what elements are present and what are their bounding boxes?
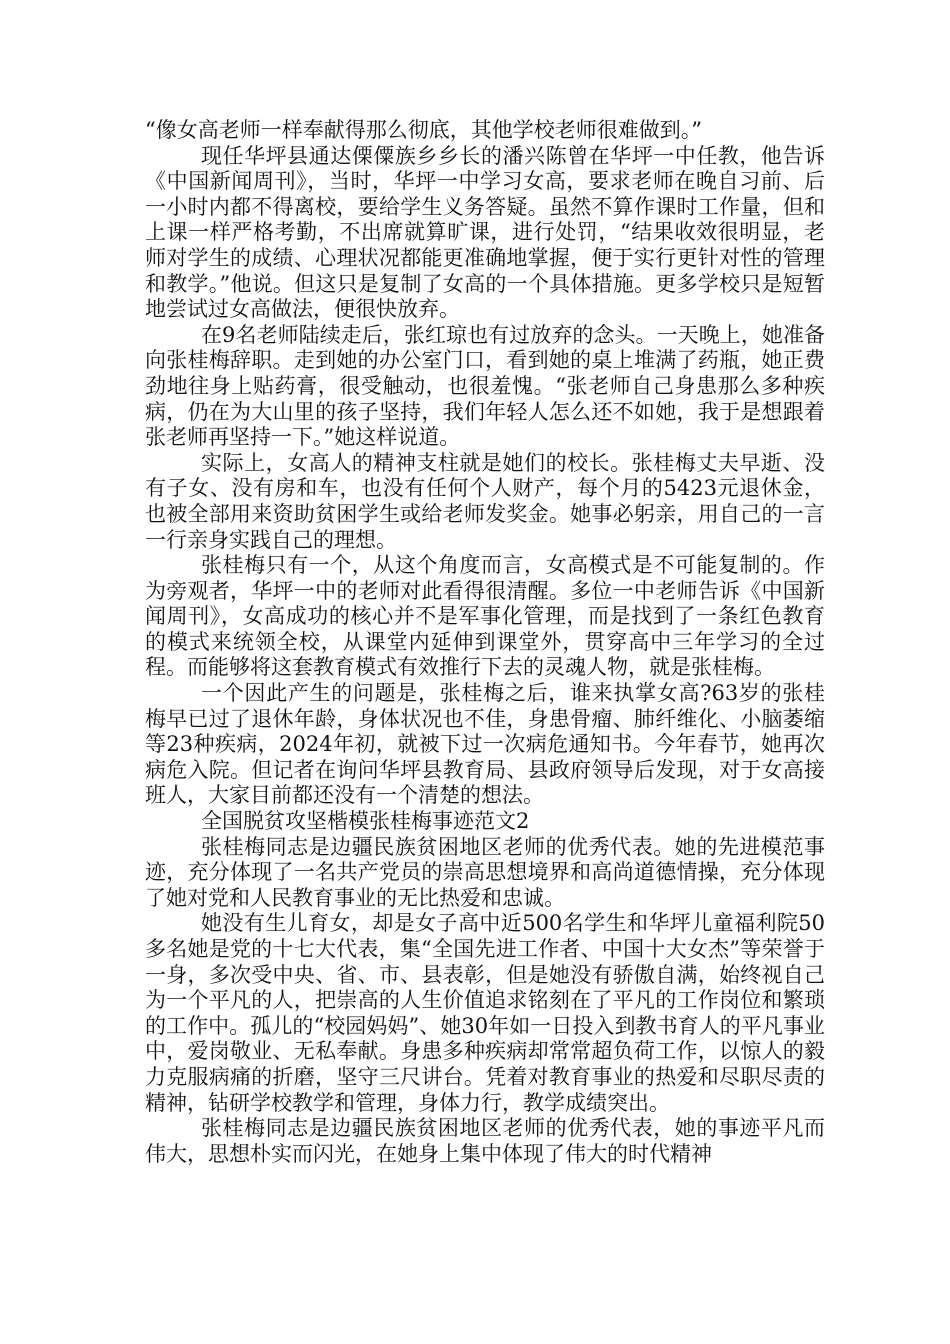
paragraph: 实际上，女高人的精神支柱就是她们的校长。张桂梅丈夫早逝、没有子女、没有房和车，也没有任何个人财产，每个月的5423元退休金，也被全部用来资助贫困学生或给老师发奖金。她事必躬亲，用自己的一言一行亲身实践自己的理想。 xyxy=(145,450,825,552)
paragraph: 张桂梅同志是边疆民族贫困地区老师的优秀代表，她的事迹平凡而伟大，思想朴实而闪光，在她身上集中体现了伟大的时代精神 xyxy=(145,1116,825,1166)
paragraph: 她没有生儿育女，却是女子高中近500名学生和华坪儿童福利院50多名她是党的十七大代表，集“全国先进工作者、中国十大女杰”等荣誉于一身，多次受中央、省、市、县表彰，但是她没有骄傲自满，始终视自己为一个平凡的人，把崇高的人生价值追求铭刻在了平凡的工作岗位和繁琐的工作中。孤儿的“校园妈妈”、她30年如一日投入到教书育人的平凡事业中，爱岗敬业、无私奉献。身患多种疾病却常常超负荷工作，以惊人的毅力克服病痛的折磨，坚守三尺讲台。凭着对教育事业的热爱和尽职尽责的精神，钻研学校教学和管理，身体力行，教学成绩突出。 xyxy=(145,911,825,1115)
paragraph-quote: “像女高老师一样奉献得那么彻底，其他学校老师很难做到。” xyxy=(145,118,702,142)
paragraph: 一个因此产生的问题是，张桂梅之后，谁来执掌女高?63岁的张桂梅早已过了退休年龄，身体状况也不佳，身患骨瘤、肺纤维化、小脑萎缩等23种疾病，2024年初，就被下过一次病危通知书。今年春节，她再次病危入院。但记者在询问华坪县教育局、县政府领导后发现，对于女高接班人，大家目前都还没有一个清楚的想法。 xyxy=(145,681,825,808)
paragraph: 张桂梅只有一个，从这个角度而言，女高模式是不可能复制的。作为旁观者，华坪一中的老师对此看得很清醒。多位一中老师告诉《中国新闻周刊》，女高成功的核心并不是军事化管理，而是找到了一条红色教育的模式来统领全校，从课堂内延伸到课堂外，贯穿高中三年学习的全过程。而能够将这套教育模式有效推行下去的灵魂人物，就是张桂梅。 xyxy=(145,553,825,680)
paragraph: 张桂梅同志是边疆民族贫困地区老师的优秀代表。她的先进模范事迹，充分体现了一名共产党员的崇高思想境界和高尚道德情操，充分体现了她对党和人民教育事业的无比热爱和忠诚。 xyxy=(145,834,825,910)
paragraph: 现任华坪县通达傈僳族乡乡长的潘兴陈曾在华坪一中任教，他告诉《中国新闻周刊》，当时，华坪一中学习女高，要求老师在晚自习前、后一小时内都不得离校，要给学生义务答疑。虽然不算作课时工作量，但和上课一样严格考勤，不出席就算旷课，进行处罚，“结果收效很明显，老师对学生的成绩、心理状况都能更准确地掌握，便于实行更针对性的管理和教学。”他说。但这只是复制了女高的一个具体措施。更多学校只是短暂地尝试过女高做法，便很快放弃。 xyxy=(145,143,825,322)
section-heading: 全国脱贫攻坚楷模张桂梅事迹范文2 xyxy=(201,809,530,834)
document-body xyxy=(145,118,825,1167)
paragraph: 在9名老师陆续走后，张红琼也有过放弃的念头。一天晚上，她准备向张桂梅辞职。走到她的办公室门口，看到她的桌上堆满了药瓶，她正费劲地往身上贴药膏，很受触动，也很羞愧。“张老师自己身患那么多种疾病，仍在为大山里的孩子坚持，我们年轻人怎么还不如她，我于是想跟着张老师再坚持一下。”她这样说道。 xyxy=(145,322,825,450)
